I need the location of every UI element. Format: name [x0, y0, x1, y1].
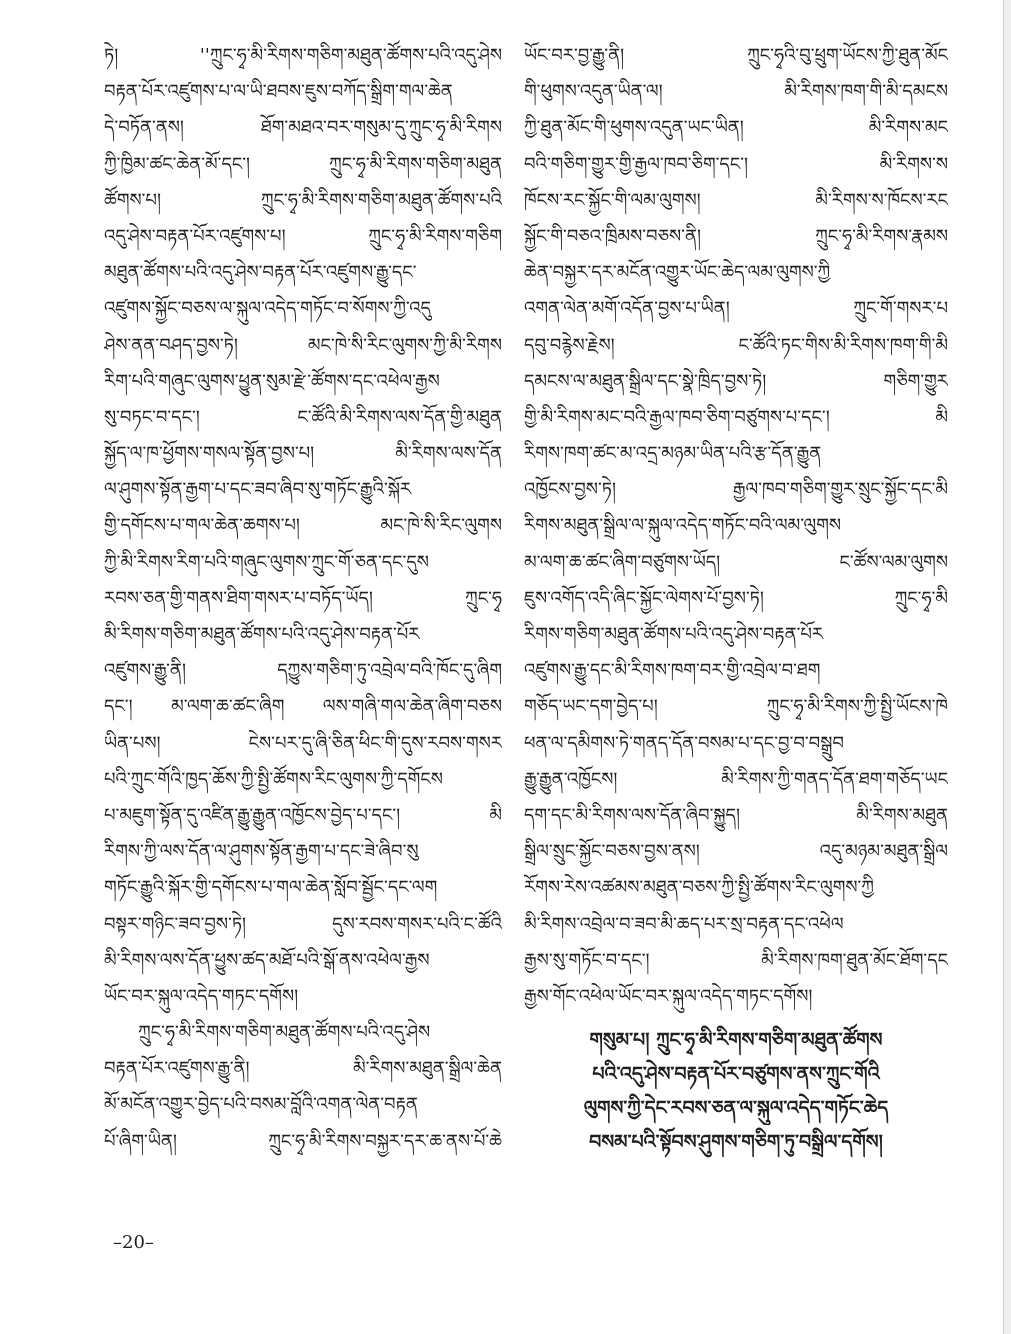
text-line: གི་ཕུགས་འདུན་ཡིན་ལ། མི་རིགས་ཁག་གི་མི་དམངས: [524, 81, 948, 103]
paragraph-2: [104, 1015, 502, 1160]
paragraph-1: [104, 38, 502, 1015]
text-line: མོ་མངོན་འགྱུར་བྱེད་པའི་བསམ་བློའི་འགན་ལེན་བརྟན: [104, 1094, 418, 1116]
text-line: རིགས་མཐུན་སྒྲིལ་ལ་སྐུལ་འདེད་གཏོང་བའི་ལམ་ལུགས: [524, 515, 842, 537]
text-line: སྐྱོང་གི་བཅའ་ཁྲིམས་བཅས་ནི། ཀྲུང་ཧྭ་མི་རིགས་རྣམས: [524, 225, 948, 247]
text-line: མི་རིགས་གཅིག་མཐུན་ཚོགས་པའི་འདུ་ཤེས་བརྟན་པོར: [104, 624, 420, 645]
text-line: འཛུགས་སྐྱོང་བཅས་ལ་སྐུལ་འདེད་གཏོང་བ་སོགས་ཀྱི་འདུ: [104, 298, 431, 320]
text-line: ཡིན་པས། ངེས་པར་དུ་ཞི་ཅིན་ཕིང་གི་དུས་རབས་གསར: [104, 732, 502, 754]
text-line: ཏེ། ''ཀྲུང་ཧྭ་མི་རིགས་གཅིག་མཐུན་ཚོགས་པའི་འདུ་ཤེས: [104, 45, 502, 66]
text-line: རོགས་རེས་འཚམས་མཐུན་བཅས་ཀྱི་སྤྱི་ཚོགས་རིང་ལུགས་ཀྱི: [524, 877, 874, 899]
page-number: –20–: [113, 1232, 154, 1253]
text-line: གྱི་དགོངས་པ་གལ་ཆེན་ཆགས་པ། མང་ཁེ་སི་རིང་ལུགས: [104, 515, 502, 537]
text-line: དག་དང་མི་རིགས་ལས་དོན་ཞིབ་སྐྱུད། མི་རིགས་མཐུན: [524, 804, 948, 826]
text-line: རྒྱས་གོང་འཕེལ་ཡོང་བར་སྐུལ་འདེད་གཏང་དགོས།: [524, 985, 813, 1007]
text-line: ཀྱི་ཐུན་མོང་གི་ཕུགས་འདུན་ཡང་ཡིན། མི་རིགས་མང: [524, 117, 948, 139]
text-line: བའི་གཅིག་གྱུར་གྱི་རྒྱལ་ཁབ་ཅིག་དང་། མི་རིགས་ས: [524, 153, 948, 175]
text-line: རྒྱུ་རྒྱུན་འཁྱོངས། མི་རིགས་ཀྱི་གནད་དོན་ཐག་གཅོད་ཡང: [524, 768, 948, 790]
text-line: ཤེས་ནན་བཤད་བྱས་ཏེ། མང་ཁེ་སི་རིང་ལུགས་ཀྱི་མི་རིགས: [104, 334, 502, 356]
right-column: [524, 38, 948, 1159]
text-line: གཏོང་རྒྱུའི་སྐོར་གྱི་དགོངས་པ་གལ་ཆེན་སློབ་སྦྱོང་དང་ལག: [104, 877, 438, 899]
left-column: [104, 38, 502, 1160]
text-line: བསྟར་གཉིང་ཟབ་བྱས་ཏེ། དུས་རབས་གསར་པའི་ང་ཚོའི: [104, 913, 502, 935]
heading-line: བསམ་པའི་སྟོབས་ཤུགས་གཅིག་ཏུ་བསྒྲིལ་དགོས།: [589, 1131, 883, 1154]
text-line: དམངས་ལ་མཐུན་སྒྲིལ་དང་སྣེ་ཁྲིད་བྱས་ཏེ། གཅིག་གྱུར: [524, 370, 948, 392]
text-line: སུ་བཏང་བ་དང་། ང་ཚོའི་མི་རིགས་ལས་དོན་གྱི་མཐུན: [104, 406, 502, 428]
text-line: རིགས་གཅིག་མཐུན་ཚོགས་པའི་འདུ་ཤེས་བརྟན་པོར: [524, 624, 824, 645]
text-line: ཡོང་བར་བྱ་རྒྱུ་ནི། ཀྲུང་ཧྭའི་བུ་ཕྲུག་ཡོངས་ཀྱི་ཐུན་མོང: [524, 45, 948, 66]
text-line: རྒྱས་སུ་གཏོང་བ་དང་། མི་རིགས་ཁག་ཐུན་མོང་ཐོག་དང: [524, 949, 948, 971]
text-line: འཛུགས་རྒྱུ་ནི། དཀྱུས་གཅིག་ཏུ་འབྲེལ་བའི་ཁོང་དུ་ཞིག: [104, 660, 502, 682]
text-line: ཁོངས་རང་སྐྱོང་གི་ལམ་ལུགས། མི་རིགས་ས་ཁོངས་རང: [524, 189, 948, 211]
text-line: ཆེན་བསྐྱར་དར་མངོན་འགྱུར་ཡོང་ཆེད་ལམ་ལུགས་ཀྱི: [524, 262, 831, 284]
section-heading: [524, 1023, 948, 1159]
text-line: རབས་ཅན་གྱི་གནས་ཐིག་གསར་པ་བཏོད་ཡོད། ཀྲུང་ཧྭ: [104, 587, 502, 609]
text-line: མ་ལག་ཆ་ཚང་ཞིག་བཙུགས་ཡོད། ང་ཚོས་ལམ་ལུགས: [524, 551, 948, 573]
text-line: གྱི་མི་རིགས་མང་བའི་རྒྱལ་ཁབ་ཅིག་བཙུགས་པ་དང་། མི: [524, 406, 948, 428]
text-line: དང་། མ་ལག་ཆ་ཚང་ཞིག ལས་གཞི་གལ་ཆེན་ཞིག་བཅས: [104, 696, 502, 718]
text-line: ཚོགས་པ། ཀྲུང་ཧྭ་མི་རིགས་གཅིག་མཐུན་ཚོགས་པའི: [104, 189, 502, 211]
paragraph-3: [524, 38, 948, 1015]
text-line: འཁྱོངས་བྱས་ཏེ། རྒྱལ་ཁབ་གཅིག་གྱུར་སྲུང་སྐྱོང་དང་མི: [524, 479, 948, 501]
page-edge: [1003, 0, 1011, 1334]
text-line: སྒྲིལ་སྲུང་སྐྱོང་བཅས་བྱས་ནས། འདུ་མཉམ་མཐུན་སྒྲིལ: [524, 841, 948, 863]
text-line: མཐུན་ཚོགས་པའི་འདུ་ཤེས་བརྟན་པོར་འཛུགས་རྒྱུ་དང་: [104, 262, 417, 284]
text-line: ཀྱི་ཁྱིམ་ཚང་ཆེན་མོ་དང་། ཀྲུང་ཧྭ་མི་རིགས་གཅིག་མཐུན: [104, 153, 502, 175]
text-line: བརྟན་པོར་འཛུགས་རྒྱུ་ནི། མི་རིགས་མཐུན་སྒྲིལ་ཆེན: [104, 1058, 502, 1080]
text-line: ཀྱི་མི་རིགས་རིག་པའི་གཞུང་ལུགས་ཀྲུང་གོ་ཅན་དང་དུས: [104, 551, 429, 573]
text-line: རིགས་ཁག་ཚང་མ་འདྲ་མཉམ་ཡིན་པའི་རྩ་དོན་རྒྱུན: [524, 443, 822, 465]
text-line: མི་རིགས་ལས་དོན་ཕྱུས་ཚད་མཐོ་པའི་སྒོ་ནས་འཕེལ་རྒྱས: [104, 949, 430, 971]
text-line: རིགས་ཀྱི་ལས་དོན་ལ་ཤུགས་སྟོན་རྒྱག་པ་དང་ཟེ་ཞིབ་སུ: [104, 841, 419, 863]
text-line: འཛུགས་རྒྱུ་དང་མི་རིགས་ཁག་བར་གྱི་འབྲེལ་བ་ཐག: [524, 660, 821, 682]
text-line: ཇུས་འགོད་འདི་ཞིང་སྐྱོང་ལེགས་པོ་བྱས་ཏེ། ཀྲུང་ཧྭ་མི: [524, 587, 948, 609]
text-line: པོ་ཞིག་ཡིན། ཀྲུང་ཧྭ་མི་རིགས་བསྐྱར་དར་ཆ་ནས་པོ་ཆེ: [104, 1130, 502, 1152]
text-line: མི་རིགས་འབྲེལ་བ་ཟབ་མི་ཆད་པར་སྲ་བརྟན་དང་འཕེལ: [524, 913, 844, 935]
text-line: ཀྲུང་ཧྭ་མི་རིགས་གཅིག་མཐུན་ཚོགས་པའི་འདུ་ཤེས: [138, 1022, 431, 1044]
text-line: འགན་ལེན་མགོ་འདོན་བྱས་པ་ཡིན། ཀྲུང་གོ་གསར་པ: [524, 298, 948, 320]
text-line: འདུ་ཤེས་བརྟན་པོར་འཛུགས་པ། ཀྲུང་ཧྭ་མི་རིགས་གཅིག: [104, 225, 502, 247]
text-line: སྐྱོད་ལ་ཁ་ཕྱོགས་གསལ་སྟོན་བྱས་པ། མི་རིགས་ལས་དོན: [104, 443, 502, 465]
heading-line: གསུམ་པ། ཀྲུང་ཧྭ་མི་རིགས་གཅིག་མཐུན་ཚོགས: [589, 1029, 883, 1052]
text-line: དབུ་བརྙེས་རྗེས། ང་ཚོའི་ཏང་གིས་མི་རིགས་ཁག་གི་མི: [524, 334, 948, 356]
text-line: གཅོད་ཡང་དག་བྱེད་པ། ཀྲུང་ཧྭ་མི་རིགས་ཀྱི་སྤྱི་ཡོངས་ཁེ: [524, 696, 948, 718]
text-line: ཡོང་བར་སྐུལ་འདེད་གཏང་དགོས།: [104, 985, 299, 1007]
text-line: ཕན་ལ་དམིགས་ཏེ་གནད་དོན་བསམ་པ་དང་བྱ་བ་བསྒྲུབ: [524, 732, 844, 754]
heading-line: ལུགས་ཀྱི་དེང་རབས་ཅན་ལ་སྐུལ་འདེད་གཏོང་ཆེད: [583, 1097, 889, 1120]
text-line: རིག་པའི་གཞུང་ལུགས་ཕྱུན་སུམ་རྫེ་ཚོགས་དང་འཕེལ་རྒྱས: [104, 370, 440, 392]
text-line: པའི་ཀྲུང་གོའི་ཁྱད་ཆོས་ཀྱི་སྤྱི་ཚོགས་རིང་ལུགས་ཀྱི་དགོངས: [104, 768, 443, 790]
text-line: བརྟན་པོར་འཛུགས་པ་ལ་ཡི་ཐབས་ཇུས་བཀོད་སྒྲིག་གལ་ཆེན: [104, 81, 453, 103]
text-line: ལ་ཤུགས་སྟོན་རྒྱག་པ་དང་ཟབ་ཞིབ་སུ་གཏོང་རྒྱུའི་སྐོར: [104, 479, 412, 501]
text-line: དེ་བཏོན་ནས། ཐོག་མཐའ་བར་གསུམ་དུ་ཀྲུང་ཧྭ་མི་རིགས: [104, 117, 502, 139]
text-line: པ་མཇུག་སྟོན་དུ་འཛིན་རྒྱུ་རྒྱུན་འཁྱོངས་བྱེད་པ་དང་། མི: [104, 804, 502, 826]
heading-line: པའི་འདུ་ཤེས་བརྟན་པོར་བཙུགས་ནས་ཀྲུང་གོའི: [592, 1063, 880, 1086]
